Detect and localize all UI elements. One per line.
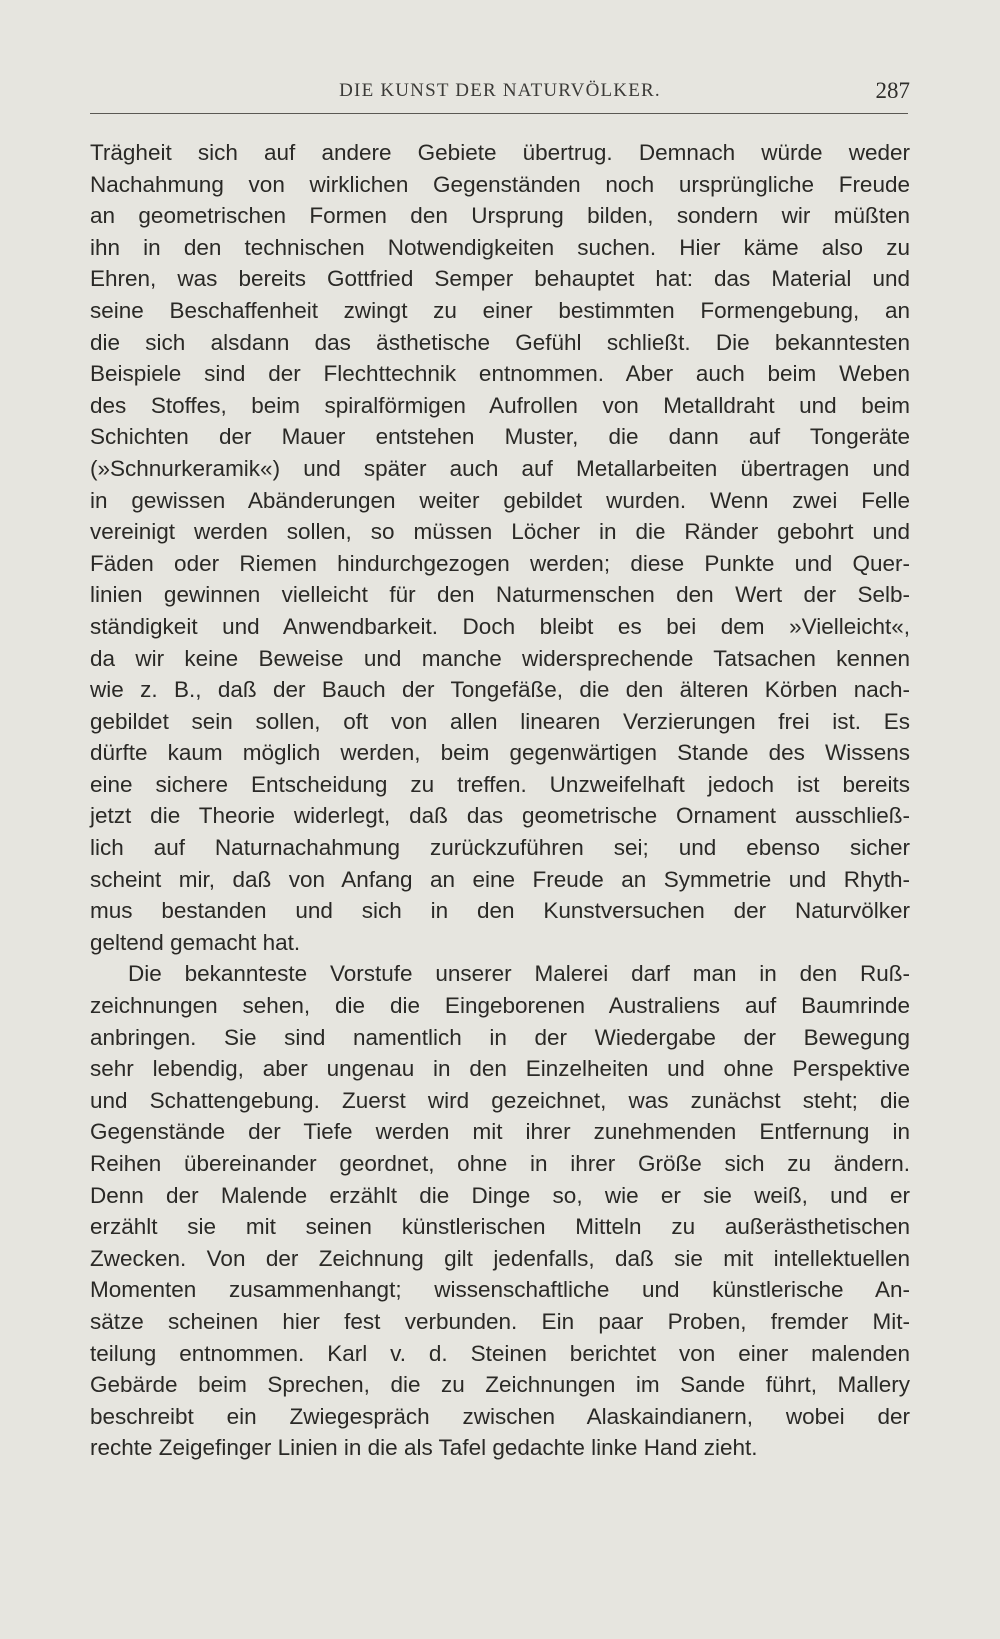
text-line: rechte Zeigefinger Linien in die als Tafel gedachte linke Hand zieht. <box>90 1435 758 1461</box>
text-line: dürfte kaum möglich werden, beim gegenwärtigen Stande des Wissens <box>90 740 910 766</box>
text-line: zeichnungen sehen, die die Eingeborenen Australiens auf Baumrinde <box>90 993 910 1019</box>
text-line: da wir keine Beweise und manche widersprechende Tatsachen kennen <box>90 645 910 671</box>
text-line: des Stoffes, beim spiralförmigen Aufrollen von Metalldraht und beim <box>90 392 910 418</box>
text-line: linien gewinnen vielleicht für den Naturmenschen den Wert der Selb- <box>90 582 910 608</box>
text-line: sätze scheinen hier fest verbunden. Ein paar Proben, fremder Mit- <box>90 1308 910 1334</box>
text-line: an geometrischen Formen den Ursprung bilden, sondern wir müßten <box>90 203 910 229</box>
page-number: 287 <box>875 78 910 103</box>
text-line: Nachahmung von wirklichen Gegenständen noch ursprüngliche Freude <box>90 171 910 197</box>
body-text <box>90 137 910 1464</box>
text-line: Reihen übereinander geordnet, ohne in ihrer Größe sich zu ändern. <box>90 1151 910 1176</box>
text-line: in gewissen Abänderungen weiter gebildet wurden. Wenn zwei Felle <box>90 487 910 513</box>
text-line: und Schattengebung. Zuerst wird gezeichnet, was zunächst steht; die <box>90 1087 910 1113</box>
text-line: (»Schnurkeramik«) und später auch auf Metallarbeiten übertragen und <box>90 455 910 481</box>
text-line: geltend gemacht hat. <box>90 929 301 955</box>
header-rule <box>90 113 908 114</box>
text-line: Denn der Malende erzählt die Dinge so, wie er sie weiß, und er <box>90 1182 910 1208</box>
text-line: erzählt sie mit seinen künstlerischen Mitteln zu außerästhetischen <box>90 1214 910 1240</box>
text-line: wie z. B., daß der Bauch der Tongefäße, die den älteren Körben nach- <box>90 677 910 703</box>
text-line: scheint mir, daß von Anfang an eine Freude an Symmetrie und Rhyth- <box>90 866 910 892</box>
text-line: Fäden oder Riemen hindurchgezogen werden; diese Punkte und Quer- <box>90 550 910 576</box>
text-line: ständigkeit und Anwendbarkeit. Doch bleibt es bei dem »Vielleicht«, <box>90 613 910 639</box>
text-line: Gegenstände der Tiefe werden mit ihrer zunehmenden Entfernung in <box>90 1119 910 1145</box>
paragraph <box>90 137 910 958</box>
text-line: Ehren, was bereits Gottfried Semper behauptet hat: das Material und <box>90 266 910 292</box>
running-title: DIE KUNST DER NATURVÖLKER. <box>339 80 661 101</box>
text-line: Zwecken. Von der Zeichnung gilt jedenfalls, daß sie mit intellektuellen <box>90 1245 910 1271</box>
page-header <box>90 80 910 112</box>
text-line: Trägheit sich auf andere Gebiete übertrug. Demnach würde weder <box>90 140 910 165</box>
text-line: sehr lebendig, aber ungenau in den Einzelheiten und ohne Perspektive <box>90 1056 910 1082</box>
text-line: Schichten der Mauer entstehen Muster, die dann auf Tongeräte <box>90 424 910 450</box>
text-line: die sich alsdann das ästhetische Gefühl schließt. Die bekanntesten <box>90 329 910 355</box>
paragraph <box>90 958 910 1464</box>
text-line: ihn in den technischen Notwendigkeiten suchen. Hier käme also zu <box>90 234 910 260</box>
text-line: jetzt die Theorie widerlegt, daß das geometrische Ornament ausschließ- <box>90 803 910 829</box>
text-line: teilung entnommen. Karl v. d. Steinen berichtet von einer malenden <box>90 1340 910 1366</box>
text-line: Gebärde beim Sprechen, die zu Zeichnungen im Sande führt, Mallery <box>90 1372 910 1398</box>
text-line: beschreibt ein Zwiegespräch zwischen Alaskaindianern, wobei der <box>90 1403 910 1429</box>
text-line: Beispiele sind der Flechttechnik entnommen. Aber auch beim Weben <box>90 361 910 387</box>
text-line: Die bekannteste Vorstufe unserer Malerei darf man in den Ruß- <box>128 961 910 987</box>
text-line: vereinigt werden sollen, so müssen Löcher in die Ränder gebohrt und <box>90 519 910 545</box>
text-line: Momenten zusammenhangt; wissenschaftliche und künstlerische An- <box>90 1277 910 1303</box>
text-line: seine Beschaffenheit zwingt zu einer bestimmten Formengebung, an <box>90 297 910 323</box>
text-line: eine sichere Entscheidung zu treffen. Unzweifelhaft jedoch ist bereits <box>90 771 910 797</box>
text-line: lich auf Naturnachahmung zurückzuführen sei; und ebenso sicher <box>90 835 910 861</box>
text-line: gebildet sein sollen, oft von allen linearen Verzierungen frei ist. Es <box>90 708 910 734</box>
text-line: mus bestanden und sich in den Kunstversuchen der Naturvölker <box>90 898 910 924</box>
text-line: anbringen. Sie sind namentlich in der Wiedergabe der Bewegung <box>90 1024 910 1050</box>
